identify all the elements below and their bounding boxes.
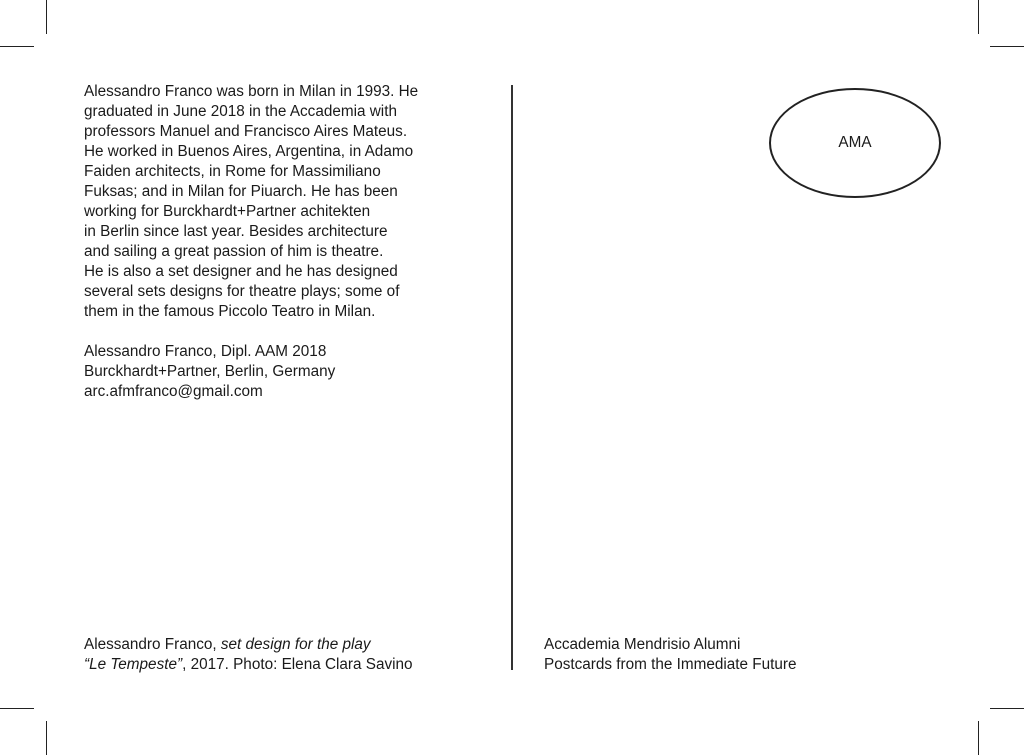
crop-mark-top-right-vertical	[978, 0, 979, 34]
caption-rest: , 2017. Photo: Elena Clara Savino	[182, 656, 413, 673]
crop-mark-top-left-vertical	[46, 0, 47, 34]
contact-email[interactable]: arc.afmfranco@gmail.com	[84, 383, 263, 400]
crop-mark-top-left-horizontal	[0, 46, 34, 47]
series-title	[544, 635, 944, 675]
crop-mark-bottom-right-vertical	[978, 721, 979, 755]
series-line-2: Postcards from the Immediate Future	[544, 656, 797, 673]
photo-caption	[84, 635, 504, 675]
crop-mark-bottom-left-vertical	[46, 721, 47, 755]
biography-text: Alessandro Franco was born in Milan in 1993. He graduated in June 2018 in the Accademia with professors Manuel and Francisco Aires Mateus. He worked in Buenos Aires, Argentina, in Adamo Faiden architects, in Rome for Massimiliano Fuksas; and in Milan for Piuarch. He has been working for Burckhardt+Partner achitekten in Berlin since last year. Besides architecture and sailing a great passion of him is theatre. He is also a set designer and he has designed several sets designs for theatre plays; some of them in the famous Piccolo Teatro in Milan.	[84, 83, 419, 320]
series-line-1: Accademia Mendrisio Alumni	[544, 636, 741, 653]
caption-author: Alessandro Franco,	[84, 636, 221, 653]
caption-work-italic-2: “Le Tempeste”	[84, 656, 183, 673]
contact-name-degree: Alessandro Franco, Dipl. AAM 2018	[84, 343, 327, 360]
stamp-label: AMA	[838, 134, 872, 151]
caption-work-italic-1: set design for the play	[220, 636, 371, 653]
crop-mark-bottom-right-horizontal	[990, 708, 1024, 709]
contact-employer: Burckhardt+Partner, Berlin, Germany	[84, 363, 336, 380]
stamp-oval	[769, 88, 941, 198]
center-divider	[511, 85, 513, 670]
contact-block	[84, 342, 494, 402]
crop-mark-bottom-left-horizontal	[0, 708, 34, 709]
crop-mark-top-right-horizontal	[990, 46, 1024, 47]
